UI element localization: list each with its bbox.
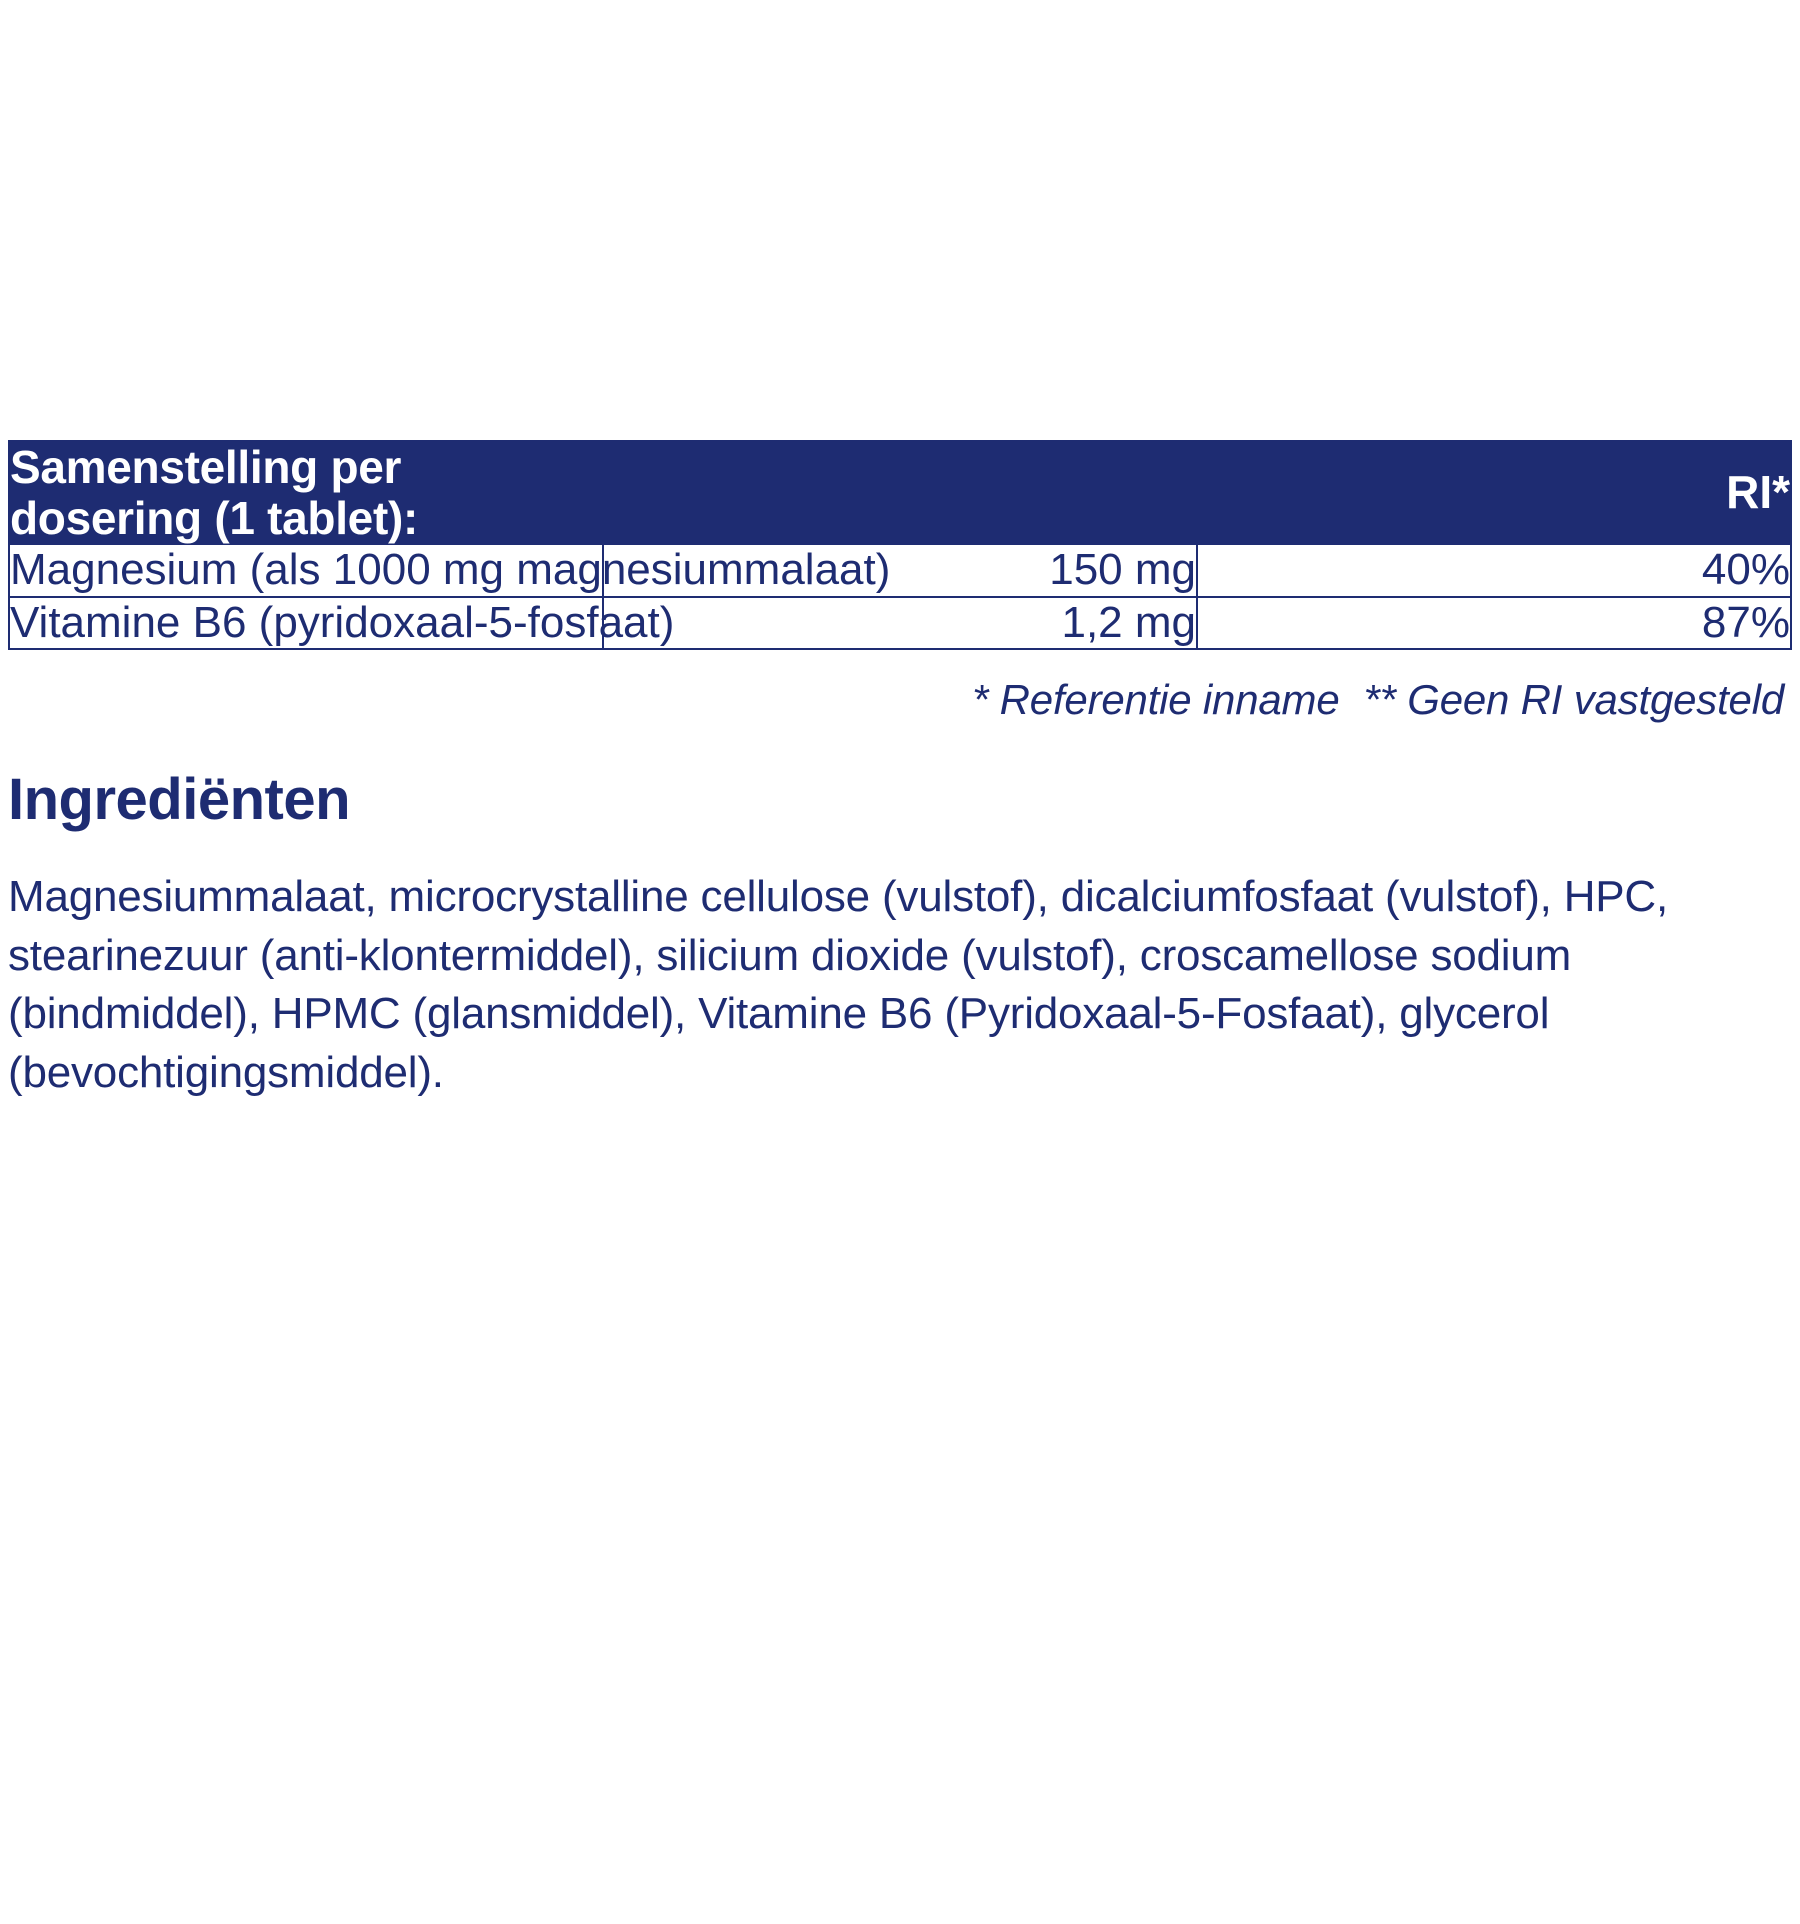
table-header-amount-spacer (603, 441, 1197, 544)
footnote-reference-intake: * Referentie inname (972, 676, 1340, 724)
ingredients-heading: Ingrediënten (8, 767, 351, 833)
table-row (9, 597, 1791, 650)
table-body (9, 544, 1791, 649)
content-area (0, 440, 1800, 1102)
nutrient-ri: 40% (1197, 544, 1791, 597)
table-header-row (9, 441, 1791, 544)
nutrient-amount: 1,2 mg (603, 597, 1197, 650)
nutrient-name: Vitamine B6 (pyridoxaal-5-fosfaat) (9, 597, 603, 650)
table-header (9, 441, 1791, 544)
footnote-no-ri: ** Geen RI vastgesteld (1363, 676, 1784, 724)
table-footnote (8, 676, 1792, 724)
nutrient-amount: 150 mg (603, 544, 1197, 597)
table-row (9, 544, 1791, 597)
nutrition-table (8, 440, 1792, 650)
table-title: Samenstelling per dosering (1 tablet): (9, 441, 603, 544)
nutrient-name: Magnesium (als 1000 mg magnesiummalaat) (9, 544, 603, 597)
ingredients-text: Magnesiummalaat, microcrystalline cellulose (vulstof), dicalciumfosfaat (vulstof), HPC, stearinezuur (anti-klontermiddel), silicium dioxide (vulstof), croscamellose sodium (bindmiddel), HPMC (glansmiddel), Vitamine B6 (Pyridoxaal-5-Fosfaat), glycerol (bevochtigingsmiddel). (8, 872, 1669, 1097)
table-header-ri: RI* (1197, 441, 1791, 544)
nutrient-ri: 87% (1197, 597, 1791, 650)
